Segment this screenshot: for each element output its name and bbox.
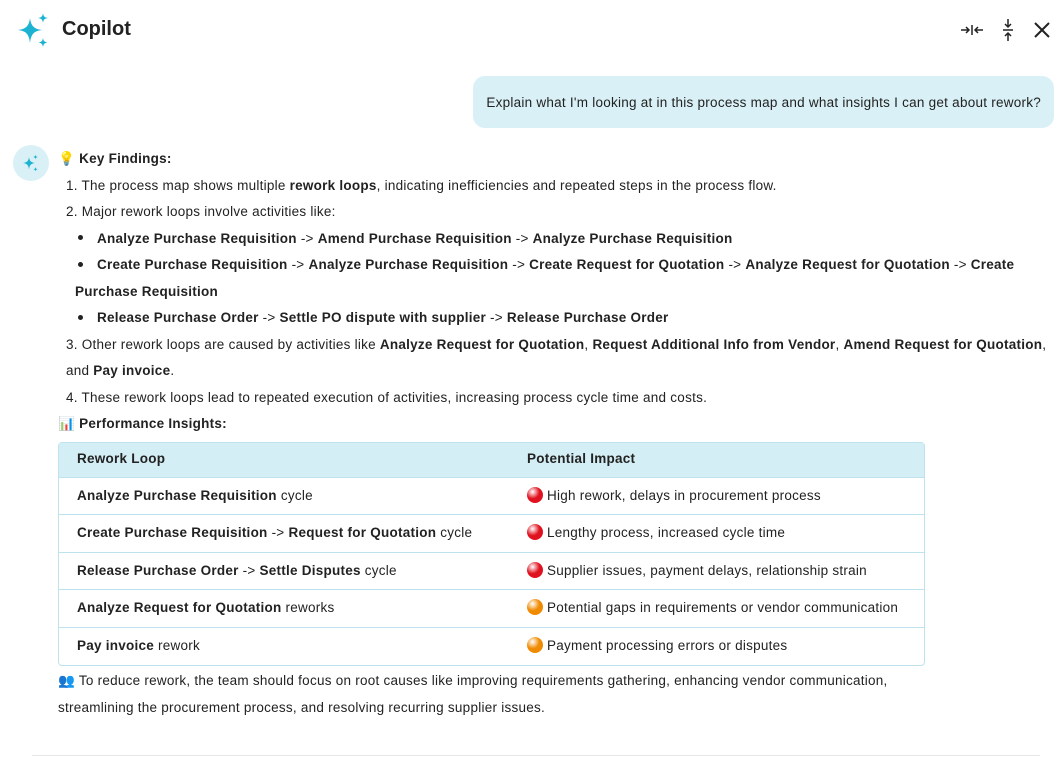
bar-chart-icon: 📊: [58, 416, 76, 431]
text-segment: ->: [508, 257, 530, 272]
header: [0, 0, 1064, 60]
bullet-dot: [78, 315, 83, 320]
text-segment: ->: [724, 257, 746, 272]
column-header-potential-impact: Potential Impact: [509, 443, 924, 478]
conclusion: [58, 668, 958, 721]
numbered-item: [58, 173, 1048, 200]
rework-loop-cell: [59, 515, 509, 553]
rework-loop-cell: [59, 553, 509, 591]
bold-text: Settle Disputes: [259, 562, 361, 578]
impact-text: High rework, delays in procurement process: [547, 487, 821, 503]
key-findings-label: Key Findings:: [79, 151, 172, 166]
table-row: [59, 515, 924, 553]
text-segment: ->: [258, 310, 280, 325]
bullet-item: [58, 305, 1048, 332]
user-message: Explain what I'm looking at in this process map and what insights I can get about rework?: [473, 76, 1054, 128]
text-segment: ,: [584, 336, 593, 352]
text-segment: cycle: [276, 487, 313, 503]
bold-text: Pay invoice: [93, 363, 171, 378]
performance-heading: [58, 411, 1048, 438]
bold-text: Analyze Request for Quotation: [745, 257, 950, 272]
bold-text: Settle PO dispute with supplier: [279, 310, 487, 325]
text-segment: cycle: [360, 562, 397, 578]
people-icon: 👥: [58, 673, 76, 688]
bold-text: Create Purchase Requisition: [75, 257, 1015, 299]
text-segment: rework: [154, 638, 201, 653]
rework-loop-cell: [59, 478, 509, 516]
numbered-item: [58, 385, 1048, 412]
text-segment: ->: [511, 230, 533, 246]
column-header-rework-loop: Rework Loop: [59, 443, 509, 478]
table-row: [59, 628, 924, 666]
text-segment: , and: [66, 336, 1047, 378]
impact-cell: [509, 553, 924, 591]
text-segment: 4. These rework loops lead to repeated execution of activities, increasing process cycle time and costs.: [66, 389, 708, 405]
text-segment: ->: [287, 257, 309, 272]
text-segment: ->: [486, 310, 507, 325]
bold-text: Create Purchase Requisition: [97, 257, 288, 272]
close-button[interactable]: [1030, 18, 1054, 42]
numbered-item: [58, 199, 1048, 226]
performance-label: Performance Insights:: [79, 416, 227, 431]
table-row: [59, 553, 924, 591]
red-circle-icon: [527, 487, 543, 503]
bold-text: Analyze Purchase Requisition: [308, 257, 509, 272]
table-row: [59, 478, 924, 516]
text-segment: .: [170, 363, 175, 378]
bullet-dot: [78, 262, 83, 267]
impact-text: Payment processing errors or disputes: [547, 638, 788, 653]
bold-text: Release Purchase Order: [77, 562, 239, 578]
text-segment: 2. Major rework loops involve activities like:: [66, 204, 336, 219]
rework-loop-cell: [59, 590, 509, 628]
conclusion-text: To reduce rework, the team should focus on root causes like improving requirements gathering, enhancing vendor communication, streamlining the procurement process, and resolving recurring supplier issues.: [58, 673, 888, 715]
findings-list: [58, 173, 1048, 412]
table-row: [59, 590, 924, 628]
bullet-item: [58, 226, 1048, 253]
bold-text: Create Purchase Requisition: [77, 525, 268, 540]
bold-text: Analyze Purchase Requisition: [532, 230, 733, 246]
text-segment: 1. The process map shows multiple: [66, 177, 290, 193]
text-segment: ->: [238, 562, 260, 578]
bold-text: Analyze Purchase Requisition: [77, 487, 277, 503]
bold-text: Create Request for Quotation: [529, 257, 725, 272]
red-circle-icon: [527, 562, 543, 578]
orange-circle-icon: [527, 637, 543, 653]
copilot-avatar: [13, 145, 49, 181]
text-segment: 3. Other rework loops are caused by activities like: [66, 336, 380, 352]
impact-cell: [509, 515, 924, 553]
rework-loop-cell: [59, 628, 509, 666]
text-segment: reworks: [281, 600, 335, 615]
bold-text: rework loops: [289, 177, 377, 193]
rework-table: [58, 442, 925, 667]
key-findings-heading: [58, 146, 1048, 173]
close-icon: [1034, 22, 1050, 38]
collapse-horizontal-button[interactable]: [960, 18, 984, 42]
orange-circle-icon: [527, 599, 543, 615]
text-segment: ->: [949, 257, 971, 272]
text-segment: ->: [296, 230, 318, 246]
impact-cell: [509, 590, 924, 628]
text-segment: ->: [267, 525, 289, 540]
text-segment: ,: [835, 336, 844, 352]
impact-cell: [509, 478, 924, 516]
table-header-row: [59, 443, 924, 478]
app-title: Copilot: [62, 18, 131, 40]
collapse-horizontal-icon: [960, 23, 984, 37]
red-circle-icon: [527, 524, 543, 540]
bold-text: Amend Purchase Requisition: [317, 230, 512, 246]
bold-text: Amend Request for Quotation: [843, 336, 1043, 352]
bullet-dot: [78, 235, 83, 240]
collapse-vertical-icon: [1001, 18, 1015, 42]
assistant-response: [58, 146, 1048, 721]
bold-text: Analyze Request for Quotation: [77, 600, 282, 615]
bold-text: Release Purchase Order: [506, 310, 669, 325]
numbered-item: [58, 332, 1048, 385]
lightbulb-icon: 💡: [58, 151, 76, 166]
text-segment: , indicating inefficiencies and repeated steps in the process flow.: [376, 177, 777, 193]
impact-text: Potential gaps in requirements or vendor communication: [547, 600, 899, 615]
bold-text: Analyze Request for Quotation: [379, 336, 585, 352]
sparkle-icon: [22, 154, 40, 172]
bold-text: Release Purchase Order: [97, 310, 259, 325]
impact-text: Lengthy process, increased cycle time: [547, 525, 786, 540]
impact-text: Supplier issues, payment delays, relationship strain: [547, 562, 867, 578]
bold-text: Analyze Purchase Requisition: [97, 230, 297, 246]
impact-cell: [509, 628, 924, 666]
sparkle-logo-icon: [17, 12, 51, 48]
text-segment: cycle: [436, 525, 473, 540]
bold-text: Request for Quotation: [288, 525, 437, 540]
bold-text: Pay invoice: [77, 638, 155, 653]
collapse-vertical-button[interactable]: [996, 18, 1020, 42]
divider: [32, 755, 1040, 756]
bullet-item: [58, 252, 1048, 305]
bold-text: Request Additional Info from Vendor: [592, 336, 836, 352]
